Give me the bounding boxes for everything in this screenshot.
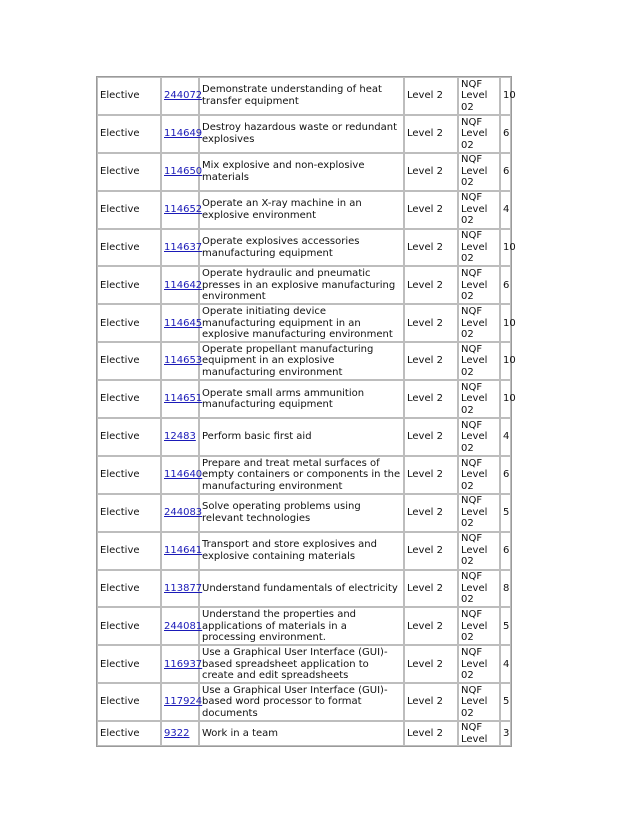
nqf-level-line: NQF <box>461 609 483 621</box>
unit-id-cell <box>161 266 203 304</box>
unit-credits: 4 <box>500 191 511 229</box>
nqf-level <box>458 570 500 608</box>
nqf-level <box>458 266 500 304</box>
unit-id-cell <box>161 77 203 115</box>
nqf-level-line: 02 <box>461 670 474 682</box>
unit-type: Elective <box>97 77 161 115</box>
unit-level: Level 2 <box>404 607 458 645</box>
table-row <box>97 607 511 645</box>
unit-type: Elective <box>97 115 161 153</box>
nqf-level-line: Level <box>461 279 488 291</box>
unit-type: Elective <box>97 153 161 191</box>
nqf-level-line: NQF <box>461 343 483 355</box>
unit-id-link[interactable]: 114637 <box>164 241 203 253</box>
nqf-level-line: Level <box>461 317 488 329</box>
unit-level: Level 2 <box>404 645 458 683</box>
nqf-level-line: 02 <box>461 518 474 530</box>
nqf-level-line: NQF <box>461 116 483 128</box>
unit-credits: 5 <box>500 494 511 532</box>
nqf-level-line: Level <box>461 128 488 140</box>
unit-title: Perform basic first aid <box>199 418 404 456</box>
unit-level: Level 2 <box>404 304 458 342</box>
nqf-level <box>458 115 500 153</box>
unit-title: Understand the properties and applications of materials in a processing environment. <box>199 607 404 645</box>
unit-standards-table <box>96 76 516 747</box>
unit-title: Work in a team <box>199 721 404 746</box>
unit-level: Level 2 <box>404 153 458 191</box>
nqf-level <box>458 77 500 115</box>
unit-type: Elective <box>97 645 161 683</box>
unit-title: Mix explosive and non-explosive materials <box>199 153 404 191</box>
table-row <box>97 229 511 267</box>
nqf-level-line: NQF <box>461 571 483 583</box>
unit-credits: 10 <box>500 304 511 342</box>
nqf-level-line: 02 <box>461 594 474 606</box>
unit-type: Elective <box>97 456 161 494</box>
table-row <box>97 342 511 380</box>
unit-id-link[interactable]: 244072 <box>164 90 203 102</box>
unit-credits: 3 <box>500 721 511 746</box>
nqf-level-line: Level <box>461 696 488 708</box>
nqf-level-line: 02 <box>461 291 474 303</box>
unit-type: Elective <box>97 266 161 304</box>
unit-id-link[interactable]: 244081 <box>164 620 203 632</box>
unit-type: Elective <box>97 418 161 456</box>
nqf-level-line: NQF <box>461 268 483 280</box>
table-row <box>97 683 511 721</box>
unit-level: Level 2 <box>404 191 458 229</box>
unit-level: Level 2 <box>404 266 458 304</box>
unit-title: Operate an X-ray machine in an explosive environment <box>199 191 404 229</box>
nqf-level-line: Level <box>461 620 488 632</box>
table-row <box>97 570 511 608</box>
nqf-level <box>458 380 500 418</box>
nqf-level-line: 02 <box>461 556 474 568</box>
unit-id-cell <box>161 607 203 645</box>
unit-type: Elective <box>97 532 161 570</box>
unit-id-link[interactable]: 114645 <box>164 317 203 329</box>
unit-id-cell <box>161 456 203 494</box>
unit-level: Level 2 <box>404 494 458 532</box>
unit-id-link[interactable]: 114653 <box>164 355 203 367</box>
unit-credits: 6 <box>500 532 511 570</box>
nqf-level-line: 02 <box>461 707 474 719</box>
unit-id-link[interactable]: 114649 <box>164 128 203 140</box>
unit-type: Elective <box>97 494 161 532</box>
unit-id-link[interactable]: 9322 <box>164 727 190 739</box>
unit-credits: 10 <box>500 342 511 380</box>
nqf-level-line: NQF <box>461 230 483 242</box>
nqf-level-line: 02 <box>461 253 474 265</box>
unit-credits: 6 <box>500 115 511 153</box>
unit-credits: 10 <box>500 77 511 115</box>
unit-id-cell <box>161 153 203 191</box>
unit-id-cell <box>161 418 199 456</box>
unit-id-link[interactable]: 114650 <box>164 165 203 177</box>
nqf-level-line: Level <box>461 506 488 518</box>
table-row <box>97 645 511 683</box>
table-row <box>97 380 511 418</box>
unit-title: Solve operating problems using relevant technologies <box>199 494 404 532</box>
unit-level: Level 2 <box>404 380 458 418</box>
nqf-level-line: Level <box>461 241 488 253</box>
nqf-level-line: NQF <box>461 192 483 204</box>
unit-level: Level 2 <box>404 115 458 153</box>
nqf-level <box>458 153 500 191</box>
unit-id-cell <box>161 191 203 229</box>
unit-title: Destroy hazardous waste or redundant explosives <box>199 115 404 153</box>
nqf-level-line: 02 <box>461 404 474 416</box>
nqf-level-line: Level <box>461 203 488 215</box>
unit-title: Operate propellant manufacturing equipment in an explosive manufacturing environment <box>199 342 404 380</box>
unit-credits: 6 <box>500 266 511 304</box>
nqf-level <box>458 494 500 532</box>
nqf-level-line: Level <box>461 393 488 405</box>
unit-id-link[interactable]: 114640 <box>164 469 203 481</box>
unit-id-cell <box>161 683 203 721</box>
nqf-level-line: NQF <box>461 495 483 507</box>
unit-type: Elective <box>97 380 161 418</box>
unit-credits: 4 <box>500 645 511 683</box>
unit-type: Elective <box>97 191 161 229</box>
nqf-level <box>458 418 500 456</box>
unit-type: Elective <box>97 304 161 342</box>
unit-id-link[interactable]: 244083 <box>164 506 203 518</box>
nqf-level-line: 02 <box>461 139 474 151</box>
unit-id-link[interactable]: 114651 <box>164 393 203 405</box>
unit-level: Level 2 <box>404 532 458 570</box>
nqf-level <box>458 304 500 342</box>
unit-credits: 6 <box>500 456 511 494</box>
unit-title: Operate initiating device manufacturing equipment in an explosive manufacturing environment <box>199 304 404 342</box>
nqf-level-line: 02 <box>461 177 474 189</box>
nqf-level-line: NQF <box>461 684 483 696</box>
nqf-level-line: NQF <box>461 722 483 734</box>
nqf-level-line: NQF <box>461 533 483 545</box>
unit-id-link[interactable]: 117924 <box>164 696 203 708</box>
nqf-level-line: Level <box>461 582 488 594</box>
unit-level: Level 2 <box>404 683 458 721</box>
unit-level: Level 2 <box>404 418 458 456</box>
unit-type: Elective <box>97 607 161 645</box>
unit-credits: 5 <box>500 607 511 645</box>
nqf-level-line: 02 <box>461 329 474 341</box>
unit-id-link[interactable]: 116937 <box>164 658 203 670</box>
unit-title: Use a Graphical User Interface (GUI)-based word processor to format documents <box>199 683 404 721</box>
unit-id-cell <box>161 380 203 418</box>
nqf-level <box>458 645 500 683</box>
table-row <box>97 494 511 532</box>
unit-id-link[interactable]: 114641 <box>164 544 203 556</box>
nqf-level-line: Level <box>461 355 488 367</box>
unit-credits: 4 <box>500 418 511 456</box>
unit-id-cell <box>161 570 203 608</box>
nqf-level-line: Level <box>461 165 488 177</box>
unit-type: Elective <box>97 721 161 746</box>
unit-level: Level 2 <box>404 77 458 115</box>
table-row <box>97 721 511 746</box>
nqf-level-line: 02 <box>461 215 474 227</box>
nqf-level <box>458 229 500 267</box>
nqf-level-line: 02 <box>461 480 474 492</box>
table-row <box>97 418 511 456</box>
nqf-level-line: Level <box>461 544 488 556</box>
nqf-level-line: Level <box>461 658 488 670</box>
nqf-level-line: NQF <box>461 78 483 90</box>
table-row <box>97 266 511 304</box>
unit-title: Prepare and treat metal surfaces of empty containers or components in the manufacturing environment <box>199 456 404 494</box>
unit-id-link[interactable]: 114652 <box>164 203 203 215</box>
table-row <box>97 304 511 342</box>
nqf-level-line: NQF <box>461 306 483 318</box>
unit-type: Elective <box>97 683 161 721</box>
table-row <box>97 115 511 153</box>
nqf-level-line: 02 <box>461 366 474 378</box>
nqf-level-line: NQF <box>461 154 483 166</box>
unit-level: Level 2 <box>404 721 458 746</box>
unit-level: Level 2 <box>404 456 458 494</box>
nqf-level <box>458 456 500 494</box>
unit-level: Level 2 <box>404 342 458 380</box>
nqf-level-line: Level <box>461 733 488 745</box>
unit-type: Elective <box>97 570 161 608</box>
unit-id-cell <box>161 342 203 380</box>
nqf-level-line: 02 <box>461 442 474 454</box>
unit-title: Demonstrate understanding of heat transfer equipment <box>199 77 404 115</box>
unit-level: Level 2 <box>404 570 458 608</box>
nqf-level <box>458 191 500 229</box>
nqf-level-line: 02 <box>461 632 474 644</box>
table-row <box>97 153 511 191</box>
nqf-level-line: Level <box>461 90 488 102</box>
unit-id-cell <box>161 532 203 570</box>
unit-id-cell <box>161 494 203 532</box>
table-row <box>97 456 511 494</box>
unit-id-link[interactable]: 113877 <box>164 582 203 594</box>
unit-title: Operate hydraulic and pneumatic presses in an explosive manufacturing environment <box>199 266 404 304</box>
unit-id-cell <box>161 645 203 683</box>
table-row <box>97 532 511 570</box>
unit-title: Operate explosives accessories manufacturing equipment <box>199 229 404 267</box>
unit-title: Operate small arms ammunition manufacturing equipment <box>199 380 404 418</box>
unit-id-cell <box>161 115 203 153</box>
nqf-level-line: NQF <box>461 457 483 469</box>
unit-type: Elective <box>97 342 161 380</box>
unit-credits: 10 <box>500 229 511 267</box>
unit-id-link[interactable]: 114642 <box>164 279 203 291</box>
table-body <box>97 77 516 746</box>
nqf-level-line: NQF <box>461 381 483 393</box>
unit-credits: 6 <box>500 153 511 191</box>
nqf-level <box>458 721 500 746</box>
unit-title: Use a Graphical User Interface (GUI)-based spreadsheet application to create and edit spreadsheets <box>199 645 404 683</box>
unit-type: Elective <box>97 229 161 267</box>
nqf-level-line: Level <box>461 431 488 443</box>
nqf-level <box>458 342 500 380</box>
unit-credits: 8 <box>500 570 511 608</box>
unit-credits: 5 <box>500 683 511 721</box>
nqf-level-line: NQF <box>461 647 483 659</box>
nqf-level-line: Level <box>461 469 488 481</box>
unit-credits: 10 <box>500 380 511 418</box>
nqf-level <box>458 532 500 570</box>
unit-id-link[interactable]: 12483 <box>164 431 196 443</box>
unit-id-cell <box>161 304 203 342</box>
unit-id-cell <box>161 721 199 746</box>
unit-title: Transport and store explosives and explosive containing materials <box>199 532 404 570</box>
nqf-level <box>458 683 500 721</box>
unit-level: Level 2 <box>404 229 458 267</box>
nqf-level-line: 02 <box>461 101 474 113</box>
unit-title: Understand fundamentals of electricity <box>199 570 404 608</box>
table-row <box>97 77 511 115</box>
unit-id-cell <box>161 229 203 267</box>
table-row <box>97 191 511 229</box>
nqf-level <box>458 607 500 645</box>
nqf-level-line: NQF <box>461 419 483 431</box>
